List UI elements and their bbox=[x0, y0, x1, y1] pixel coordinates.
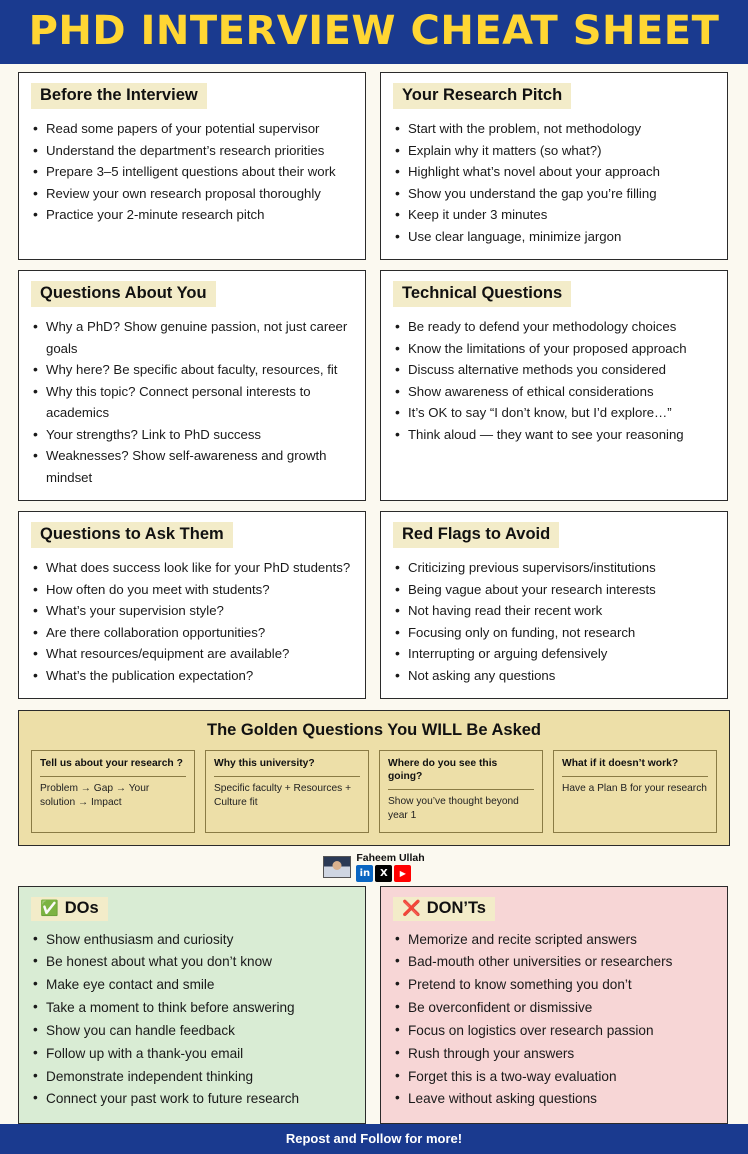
card-technical-questions bbox=[380, 270, 728, 501]
avatar bbox=[323, 856, 351, 878]
byline bbox=[18, 852, 730, 882]
youtube-icon[interactable]: ▶ bbox=[394, 865, 411, 882]
main-content bbox=[0, 64, 748, 1124]
golden-question-text: Where do you see this going? bbox=[388, 758, 534, 790]
donts-title-wrap bbox=[393, 897, 495, 921]
card-title: Your Research Pitch bbox=[393, 83, 571, 109]
list-item: • Review your own research proposal thoroughly bbox=[31, 183, 353, 205]
card-title: Questions to Ask Them bbox=[31, 522, 233, 548]
list-item: • Focusing only on funding, not research bbox=[393, 622, 715, 644]
list-item: • Bad-mouth other universities or researchers bbox=[393, 951, 715, 974]
list-item: • What resources/equipment are available? bbox=[31, 643, 353, 665]
donts-title: DON’Ts bbox=[426, 898, 486, 917]
golden-question-card bbox=[379, 750, 543, 832]
golden-answer-text: Have a Plan B for your research bbox=[562, 783, 707, 795]
list-item: • Know the limitations of your proposed approach bbox=[393, 338, 715, 360]
list-item: • Make eye contact and smile bbox=[31, 974, 353, 997]
byline-details bbox=[356, 852, 424, 882]
list-item: • Show you can handle feedback bbox=[31, 1020, 353, 1043]
list-item: • Your strengths? Link to PhD success bbox=[31, 424, 353, 446]
list-item: • Leave without asking questions bbox=[393, 1088, 715, 1111]
list-item: • Why here? Be specific about faculty, resources, fit bbox=[31, 359, 353, 381]
list-item: • Being vague about your research interests bbox=[393, 579, 715, 601]
card-list bbox=[393, 316, 715, 445]
list-item: • Practice your 2-minute research pitch bbox=[31, 204, 353, 226]
author-name: Faheem Ullah bbox=[356, 851, 425, 864]
list-item: • Keep it under 3 minutes bbox=[393, 204, 715, 226]
list-item: • Pretend to know something you don’t bbox=[393, 974, 715, 997]
dos-list bbox=[31, 929, 353, 1112]
list-item: • Think aloud — they want to see your reasoning bbox=[393, 424, 715, 446]
card-before-the-interview bbox=[18, 72, 366, 260]
linkedin-icon[interactable]: in bbox=[356, 865, 373, 882]
card-questions-about-you bbox=[18, 270, 366, 501]
card-list bbox=[31, 316, 353, 488]
list-item: • Not having read their recent work bbox=[393, 600, 715, 622]
list-item: • What does success look like for your PhD students? bbox=[31, 557, 353, 579]
card-list bbox=[31, 118, 353, 226]
list-item: • Show enthusiasm and curiosity bbox=[31, 929, 353, 952]
list-item: • Are there collaboration opportunities? bbox=[31, 622, 353, 644]
list-item: • Rush through your answers bbox=[393, 1043, 715, 1066]
list-item: • Follow up with a thank-you email bbox=[31, 1043, 353, 1066]
cross-icon: ❌ bbox=[402, 900, 421, 918]
x-twitter-icon[interactable]: X bbox=[375, 865, 392, 882]
list-item: • Explain why it matters (so what?) bbox=[393, 140, 715, 162]
list-item: • It’s OK to say “I don’t know, but I’d explore…” bbox=[393, 402, 715, 424]
card-title: Technical Questions bbox=[393, 281, 571, 307]
golden-answer-text: Show you’ve thought beyond year 1 bbox=[388, 796, 519, 821]
list-item: • Criticizing previous supervisors/institutions bbox=[393, 557, 715, 579]
list-item: • Prepare 3–5 intelligent questions about their work bbox=[31, 161, 353, 183]
list-item: • Show you understand the gap you’re filling bbox=[393, 183, 715, 205]
list-item: • Highlight what’s novel about your approach bbox=[393, 161, 715, 183]
list-item: • Why this topic? Connect personal interests to academics bbox=[31, 381, 353, 424]
list-item: • What’s your supervision style? bbox=[31, 600, 353, 622]
list-item: • Be honest about what you don’t know bbox=[31, 951, 353, 974]
card-your-research-pitch bbox=[380, 72, 728, 260]
list-item: • Memorize and recite scripted answers bbox=[393, 929, 715, 952]
list-item: • What’s the publication expectation? bbox=[31, 665, 353, 687]
list-item: • Show awareness of ethical considerations bbox=[393, 381, 715, 403]
list-item: • Read some papers of your potential supervisor bbox=[31, 118, 353, 140]
list-item: • Focus on logistics over research passion bbox=[393, 1020, 715, 1043]
list-item: • Interrupting or arguing defensively bbox=[393, 643, 715, 665]
list-item: • Demonstrate independent thinking bbox=[31, 1066, 353, 1089]
card-red-flags-to-avoid bbox=[380, 511, 728, 699]
golden-questions-row bbox=[31, 750, 717, 832]
list-item: • How often do you meet with students? bbox=[31, 579, 353, 601]
card-title: Questions About You bbox=[31, 281, 216, 307]
dos-title-wrap bbox=[31, 897, 108, 921]
list-item: • Understand the department’s research priorities bbox=[31, 140, 353, 162]
card-list bbox=[31, 557, 353, 686]
check-icon: ✅ bbox=[40, 900, 59, 918]
list-item: • Connect your past work to future research bbox=[31, 1088, 353, 1111]
golden-question-card bbox=[553, 750, 717, 832]
list-item: • Use clear language, minimize jargon bbox=[393, 226, 715, 248]
list-item: • Weaknesses? Show self-awareness and growth mindset bbox=[31, 445, 353, 488]
cards-grid bbox=[18, 72, 730, 699]
list-item: • Take a moment to think before answering bbox=[31, 997, 353, 1020]
page-header bbox=[0, 0, 748, 64]
page-footer bbox=[0, 1124, 748, 1154]
list-item: • Forget this is a two-way evaluation bbox=[393, 1066, 715, 1089]
card-title: Red Flags to Avoid bbox=[393, 522, 559, 548]
card-list bbox=[393, 557, 715, 686]
golden-answer-text: Problem → Gap → Your solution → Impact bbox=[40, 783, 150, 808]
donts-card bbox=[380, 886, 728, 1125]
golden-questions-title: The Golden Questions You WILL Be Asked bbox=[206, 721, 541, 740]
donts-list bbox=[393, 929, 715, 1112]
golden-questions-section bbox=[18, 710, 730, 845]
list-item: • Be overconfident or dismissive bbox=[393, 997, 715, 1020]
list-item: • Be ready to defend your methodology choices bbox=[393, 316, 715, 338]
list-item: • Not asking any questions bbox=[393, 665, 715, 687]
list-item: • Discuss alternative methods you considered bbox=[393, 359, 715, 381]
footer-text: Repost and Follow for more! bbox=[285, 1131, 463, 1147]
golden-question-card bbox=[31, 750, 195, 832]
golden-question-card bbox=[205, 750, 369, 832]
list-item: • Why a PhD? Show genuine passion, not just career goals bbox=[31, 316, 353, 359]
social-links[interactable] bbox=[356, 865, 424, 882]
dos-donts-row bbox=[18, 886, 730, 1125]
golden-answer-text: Specific faculty + Resources + Culture fit bbox=[214, 783, 352, 808]
list-item: • Start with the problem, not methodology bbox=[393, 118, 715, 140]
card-title: Before the Interview bbox=[31, 83, 207, 109]
golden-question-text: What if it doesn’t work? bbox=[562, 758, 708, 777]
golden-question-text: Why this university? bbox=[214, 758, 360, 777]
dos-card bbox=[18, 886, 366, 1125]
page-title: PHD INTERVIEW CHEAT SHEET bbox=[28, 8, 720, 54]
card-questions-to-ask-them bbox=[18, 511, 366, 699]
card-list bbox=[393, 118, 715, 247]
dos-title: DOs bbox=[64, 898, 99, 917]
golden-question-text: Tell us about your research ? bbox=[40, 758, 186, 777]
